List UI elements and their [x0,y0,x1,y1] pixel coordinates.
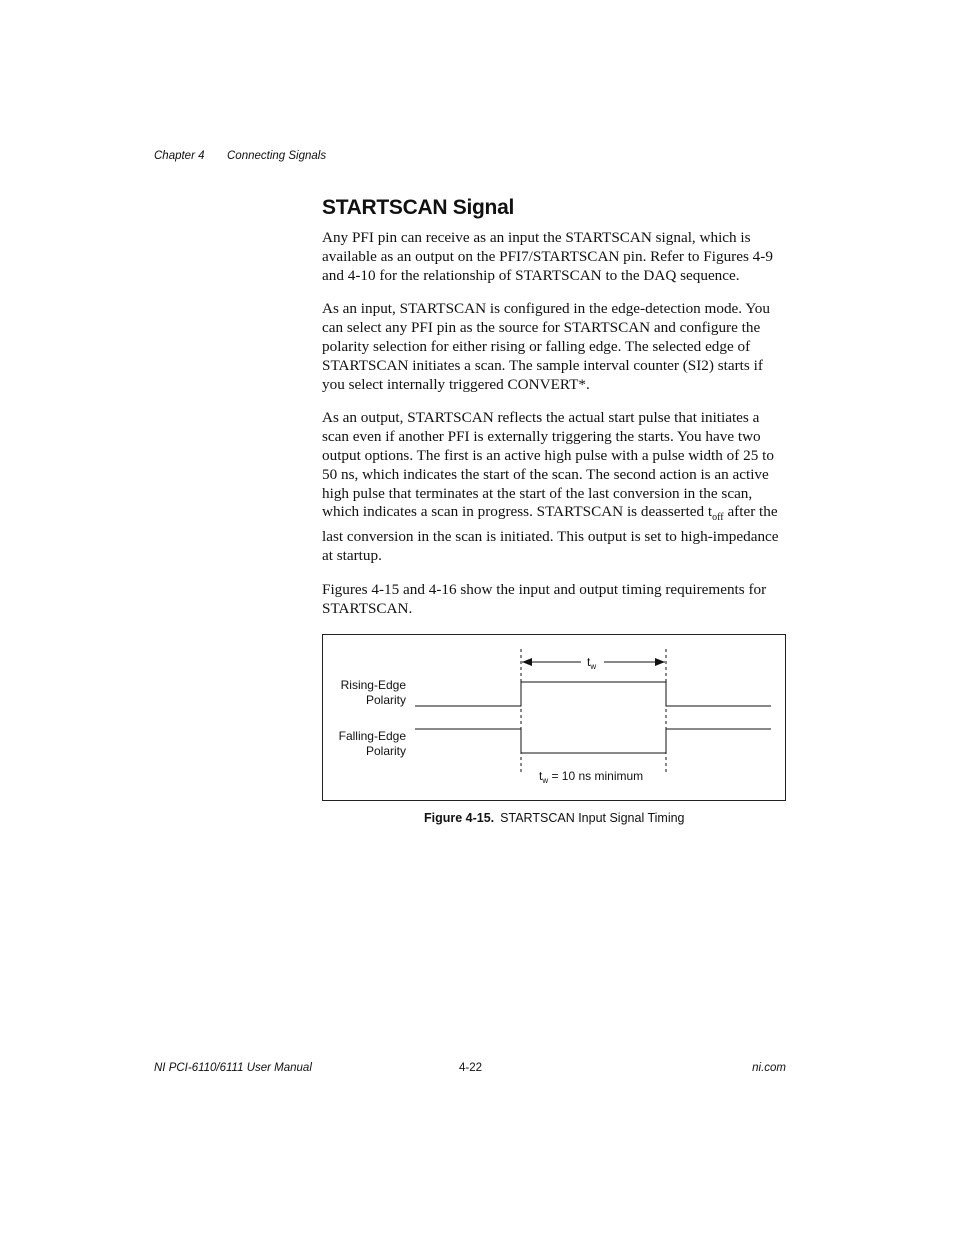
paragraph-3-part-2: after the last conversion in the scan is initiated. This output is set to high-impedance at startup. [322,503,779,564]
rising-edge-label: Rising-Edge [340,678,406,692]
chapter-label: Chapter 4 [154,150,205,162]
falling-edge-waveform [415,729,771,753]
figure-caption [424,811,685,825]
section-label: Connecting Signals [227,150,327,162]
falling-edge-label-2: Polarity [365,744,406,758]
figure-number: Figure 4-15. [424,811,495,825]
paragraph-2: As an input, STARTSCAN is configured in the edge-detection mode. You can select any PFI pin as the source for STARTSCAN and configure the polarity selection for either rising or falling edge. The selected edge of STARTSCAN initiates a scan. The sample interval counter (SI2) starts if you select internally triggered CONVERT*. [322,300,770,393]
footer-page-number: 4-22 [459,1062,483,1074]
paragraph-1: Any PFI pin can receive as an input the STARTSCAN signal, which is available as an output on the PFI7/STARTSCAN pin. Refer to Figures 4-9 and 4-10 for the relationship of STARTSCAN to the DAQ sequence. [322,229,773,284]
timing-figure [322,634,786,801]
timing-diagram [323,635,785,800]
footer-website: ni.com [752,1062,786,1074]
toff-subscript: off [712,512,724,524]
body-text [322,229,788,633]
paragraph-4: Figures 4-15 and 4-16 show the input and output timing requirements for STARTSCAN. [322,580,767,617]
tw-label: $t_w$ [587,655,597,671]
rising-edge-waveform [415,682,771,706]
falling-edge-label: Falling-Edge [338,729,406,743]
minimum-pulse-note: $t_w = 10$ ns minimum [539,769,644,785]
figure-title: STARTSCAN Input Signal Timing [500,811,685,825]
footer-manual-title: NI PCI-6110/6111 User Manual [154,1062,312,1074]
rising-edge-label-2: Polarity [365,693,406,707]
paragraph-3 [322,409,788,565]
section-title: STARTSCAN Signal [322,196,514,219]
paragraph-3-part-1: As an output, STARTSCAN reflects the actual start pulse that initiates a scan even if another PFI is externally triggering the starts. You have two output options. The first is an active high pulse with a pulse width of 25 to 50 ns, which indicates the start of the scan. The second action is an active high pulse that terminates at the start of the last conversion in the scan, which indicates a scan in progress. STARTSCAN is deasserted t [322,409,774,521]
